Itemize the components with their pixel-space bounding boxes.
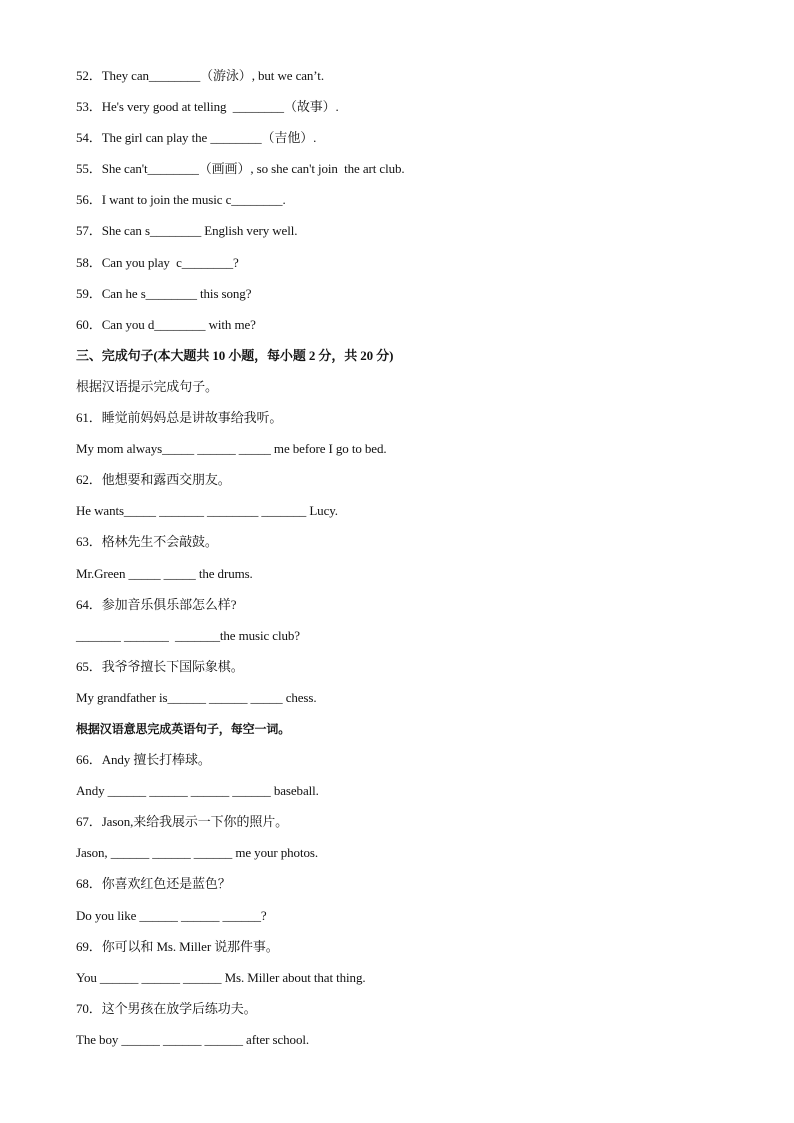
question-62-answer: He wants_____ _______ ________ _______ Lucy. — [76, 503, 338, 519]
question-52: 52．They can________（游泳）, but we can’t. — [76, 68, 324, 83]
question-63-prompt: 63．格林先生不会敲鼓。 — [76, 534, 218, 550]
subsection-instruction: 根据汉语意思完成英语句子，每空一词。 — [76, 721, 291, 736]
question-55: 55．She can't________（画画）, so she can't join the art club. — [76, 161, 405, 177]
section-heading: 三、完成句子(本大题共 10 小题，每小题 2 分，共 20 分) — [76, 347, 394, 363]
question-63-answer: Mr.Green _____ _____ the drums. — [76, 565, 253, 581]
question-60: 60．Can you d________ with me? — [76, 316, 256, 332]
question-67-prompt: 67．Jason,来给我展示一下你的照片。 — [76, 814, 289, 830]
question-66-answer: Andy ______ ______ ______ ______ baseball. — [76, 783, 319, 799]
question-53: 53．He's very good at telling ________（故事）. — [76, 99, 339, 115]
question-58: 58．Can you play c________? — [76, 254, 239, 270]
question-64-answer: _______ _______ _______the music club? — [76, 627, 300, 643]
question-70-prompt: 70．这个男孩在放学后练功夫。 — [76, 1000, 257, 1016]
question-67-answer: Jason, ______ ______ ______ me your photos. — [76, 845, 318, 861]
question-61-prompt: 61．睡觉前妈妈总是讲故事给我听。 — [76, 410, 283, 426]
question-61-answer: My mom always_____ ______ _____ me before I go to bed. — [76, 441, 387, 457]
question-70-answer: The boy ______ ______ ______ after school. — [76, 1031, 310, 1047]
worksheet-page — [76, 66, 736, 1061]
section-instruction: 根据汉语提示完成句子。 — [76, 378, 218, 394]
question-56: 56．I want to join the music c________. — [76, 192, 286, 208]
question-68-prompt: 68．你喜欢红色还是蓝色？ — [76, 876, 231, 892]
question-54: 54．The girl can play the ________（吉他）. — [76, 130, 317, 146]
question-62-prompt: 62．他想要和露西交朋友。 — [76, 472, 231, 488]
question-64-prompt: 64．参加音乐俱乐部怎么样? — [76, 596, 237, 612]
question-69-answer: You ______ ______ ______ Ms. Miller about that thing. — [76, 969, 366, 985]
question-68-answer: Do you like ______ ______ ______? — [76, 907, 267, 923]
question-59: 59．Can he s________ this song? — [76, 285, 252, 301]
question-69-prompt: 69．你可以和 Ms. Miller 说那件事。 — [76, 938, 279, 954]
question-65-prompt: 65．我爷爷擅长下国际象棋。 — [76, 658, 244, 674]
question-57: 57．She can s________ English very well. — [76, 223, 298, 239]
question-65-answer: My grandfather is______ ______ _____ chess. — [76, 689, 317, 705]
question-66-prompt: 66．Andy 擅长打棒球。 — [76, 752, 211, 768]
